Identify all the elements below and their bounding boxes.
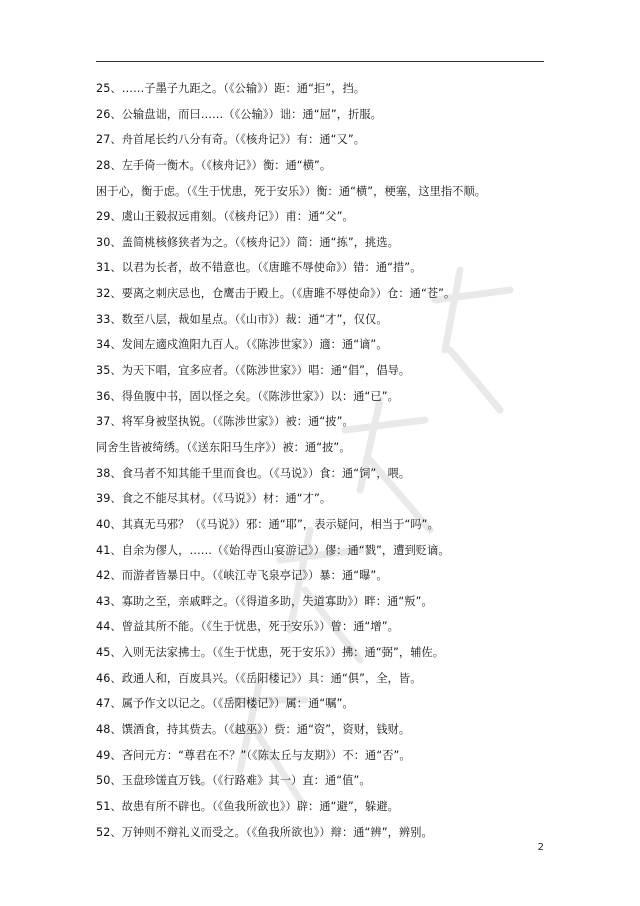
list-item: 52、万钟则不辩礼义而受之。（《鱼我所欲也》）辩：通“辨”，辨别。 bbox=[96, 825, 433, 839]
annotation-list bbox=[0, 76, 640, 845]
list-item: 51、故患有所不辟也。（《鱼我所欲也》）辟：通“避”，躲避。 bbox=[96, 799, 399, 813]
header-rule bbox=[96, 61, 544, 62]
page-number: 2 bbox=[537, 842, 544, 853]
list-item: 45、入则无法家拂士。（《生于忧患，死于安乐》）拂：通“弼”，辅佐。 bbox=[96, 646, 445, 660]
list-item: 41、自余为僇人，……（《始得西山宴游记》）僇：通“戮”，遭到贬谪。 bbox=[96, 543, 450, 557]
list-item: 36、得鱼腹中书，固以怪之矣。（《陈涉世家》）以：通“已”。 bbox=[96, 389, 399, 403]
list-item: 44、曾益其所不能。（《生于忧患，死于安乐》）曾：通“增”。 bbox=[96, 620, 399, 634]
list-item: 34、发闾左適戍渔阳九百人。（《陈涉世家》）適：通“谪”。 bbox=[96, 338, 388, 352]
list-item: 25、……子墨子九距之。（《公输》）距：通“拒”，挡。 bbox=[96, 82, 366, 95]
list-item: 27、舟首尾长约八分有奇。（《核舟记》）有：通“又”。 bbox=[96, 133, 366, 147]
list-item: 31、以君为长者，故不错意也。（《唐雎不辱使命》）错：通“措”。 bbox=[96, 261, 422, 275]
list-item: 32、要离之刺庆忌也，仓鹰击于殿上。（《唐雎不辱使命》）仓：通“苍”。 bbox=[96, 287, 456, 301]
list-item: 33、数至八层，裁如星点。（《山市》）裁：通“才”，仅仅。 bbox=[96, 312, 388, 326]
list-item: 26、公输盘诎，而曰……（《公输》）诎：通“屈”，折服。 bbox=[96, 107, 382, 121]
list-item: 50、玉盘珍馐直万钱。（《行路难》其一）直：通“值”。 bbox=[96, 774, 371, 788]
list-item: 40、其真无马邪？（《马说》）邪：通“耶”，表示疑问，相当于“吗”。 bbox=[96, 517, 439, 531]
list-item: 49、吝问元方：“尊君在不？”（《陈太丘与友期》）不：通“否”。 bbox=[96, 748, 411, 762]
list-item: 38、食马者不知其能千里而食也。（《马说》）食：通“饲”，喂。 bbox=[96, 466, 411, 480]
list-item: 困于心，衡于虑。（《生于忧患，死于安乐》）衡：通“横”，梗塞，这里指不顺。 bbox=[96, 184, 487, 198]
list-item: 29、虞山王毅叔远甫刻。（《核舟记》）甫：通“父”。 bbox=[96, 210, 354, 224]
list-item: 35、为天下唱，宜多应者。（《陈涉世家》）唱：通“倡”，倡导。 bbox=[96, 364, 411, 378]
list-item: 46、政通人和，百废具兴。（《岳阳楼记》）具：通“俱”，全，皆。 bbox=[96, 671, 422, 685]
list-item: 39、食之不能尽其材。（《马说》）材：通“才”。 bbox=[96, 492, 332, 506]
list-item: 42、而游者皆暴日中。（《峡江寺飞泉亭记》）暴：通“曝”。 bbox=[96, 569, 388, 583]
list-item: 43、寡助之至，亲戚畔之。（《得道多助，失道寡助》）畔：通“叛”。 bbox=[96, 594, 433, 608]
list-item: 47、属予作文以记之。（《岳阳楼记》）属：通“嘱”。 bbox=[96, 697, 354, 711]
list-item: 同舍生皆被绮绣。（《送东阳马生序》）被：通“披”。 bbox=[96, 440, 351, 454]
list-item: 37、将军身被坚执锐。（《陈涉世家》）被：通“披”。 bbox=[96, 415, 354, 429]
list-item: 30、盖简桃核修狭者为之。（《核舟记》）简：通“拣”，挑选。 bbox=[96, 235, 399, 249]
list-item: 48、馔酒食，持其赀去。（《越巫》）赀：通“资”，资财，钱财。 bbox=[96, 723, 411, 737]
list-item: 28、左手倚一衡木。（《核舟记》）衡：通“横”。 bbox=[96, 158, 332, 172]
